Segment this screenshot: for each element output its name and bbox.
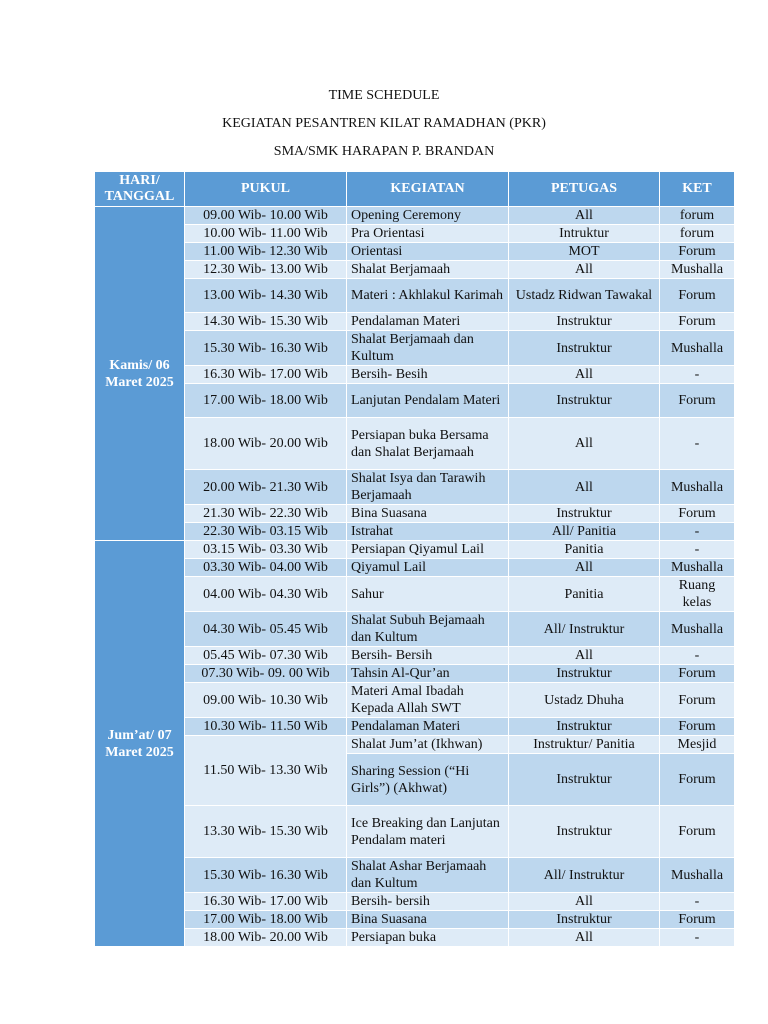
table-row	[95, 577, 735, 612]
day-label: Kamis/ 06 Maret 2025	[95, 207, 185, 541]
note-cell: -	[660, 541, 735, 559]
time-cell: 15.30 Wib- 16.30 Wib	[185, 858, 347, 893]
header-row	[95, 172, 735, 207]
note-cell: Forum	[660, 665, 735, 683]
officer-cell: All	[509, 261, 660, 279]
officer-cell: Intruktur	[509, 225, 660, 243]
activity-cell: Qiyamul Lail	[347, 559, 509, 577]
schedule-body	[95, 207, 735, 947]
schedule-table	[94, 171, 735, 947]
day-label: Jum’at/ 07 Maret 2025	[95, 541, 185, 947]
note-cell: forum	[660, 207, 735, 225]
activity-cell: Shalat Isya dan Tarawih Berjamaah	[347, 470, 509, 505]
officer-cell: All/ Panitia	[509, 523, 660, 541]
title-event-name: KEGIATAN PESANTREN KILAT RAMADHAN (PKR)	[222, 116, 546, 131]
time-cell: 03.30 Wib- 04.00 Wib	[185, 559, 347, 577]
time-cell: 04.30 Wib- 05.45 Wib	[185, 612, 347, 647]
activity-cell: Shalat Jum’at (Ikhwan)	[347, 736, 509, 754]
time-cell: 16.30 Wib- 17.00 Wib	[185, 366, 347, 384]
table-row	[95, 384, 735, 418]
note-cell: Mesjid	[660, 736, 735, 754]
officer-cell: Instruktur	[509, 806, 660, 858]
table-row	[95, 523, 735, 541]
officer-cell: Ustadz Dhuha	[509, 683, 660, 718]
title-time-schedule: TIME SCHEDULE	[328, 88, 440, 103]
table-row	[95, 313, 735, 331]
table-row	[95, 207, 735, 225]
officer-cell: All/ Instruktur	[509, 858, 660, 893]
table-row	[95, 261, 735, 279]
officer-cell: Instruktur	[509, 754, 660, 806]
document-titles	[0, 86, 768, 170]
title-school-name: SMA/SMK HARAPAN P. BRANDAN	[273, 144, 495, 159]
note-cell: Forum	[660, 683, 735, 718]
note-cell: forum	[660, 225, 735, 243]
note-cell: Mushalla	[660, 612, 735, 647]
officer-cell: Panitia	[509, 577, 660, 612]
activity-cell: Persiapan Qiyamul Lail	[347, 541, 509, 559]
table-row	[95, 929, 735, 947]
officer-cell: All	[509, 647, 660, 665]
time-cell: 17.00 Wib- 18.00 Wib	[185, 384, 347, 418]
time-cell: 03.15 Wib- 03.30 Wib	[185, 541, 347, 559]
time-cell: 09.00 Wib- 10.00 Wib	[185, 207, 347, 225]
activity-cell: Orientasi	[347, 243, 509, 261]
officer-cell: All	[509, 418, 660, 470]
table-row	[95, 505, 735, 523]
officer-cell: All/ Instruktur	[509, 612, 660, 647]
table-row	[95, 911, 735, 929]
note-cell: Forum	[660, 911, 735, 929]
table-row	[95, 858, 735, 893]
time-cell: 14.30 Wib- 15.30 Wib	[185, 313, 347, 331]
table-row	[95, 893, 735, 911]
activity-cell: Shalat Berjamaah dan Kultum	[347, 331, 509, 366]
table-row	[95, 470, 735, 505]
time-cell: 13.30 Wib- 15.30 Wib	[185, 806, 347, 858]
officer-cell: Instruktur	[509, 718, 660, 736]
table-row	[95, 225, 735, 243]
table-row	[95, 541, 735, 559]
activity-cell: Sharing Session (“Hi Girls”) (Akhwat)	[347, 754, 509, 806]
officer-cell: Panitia	[509, 541, 660, 559]
table-row	[95, 418, 735, 470]
header-time: PUKUL	[185, 172, 347, 207]
time-cell: 05.45 Wib- 07.30 Wib	[185, 647, 347, 665]
note-cell: Forum	[660, 313, 735, 331]
activity-cell: Istrahat	[347, 523, 509, 541]
schedule-header	[95, 172, 735, 207]
activity-cell: Bersih- Bersih	[347, 647, 509, 665]
note-cell: Mushalla	[660, 470, 735, 505]
time-cell: 13.00 Wib- 14.30 Wib	[185, 279, 347, 313]
officer-cell: All	[509, 207, 660, 225]
time-cell: 16.30 Wib- 17.00 Wib	[185, 893, 347, 911]
header-day: HARI/ TANGGAL	[95, 172, 185, 207]
officer-cell: Instruktur/ Panitia	[509, 736, 660, 754]
note-cell: Mushalla	[660, 559, 735, 577]
officer-cell: All	[509, 366, 660, 384]
note-cell: Forum	[660, 243, 735, 261]
header-note: KET	[660, 172, 735, 207]
officer-cell: MOT	[509, 243, 660, 261]
time-cell: 17.00 Wib- 18.00 Wib	[185, 911, 347, 929]
note-cell: Ruang kelas	[660, 577, 735, 612]
note-cell: -	[660, 893, 735, 911]
activity-cell: Bersih- Besih	[347, 366, 509, 384]
table-row	[95, 366, 735, 384]
time-cell: 04.00 Wib- 04.30 Wib	[185, 577, 347, 612]
activity-cell: Bina Suasana	[347, 505, 509, 523]
officer-cell: Instruktur	[509, 331, 660, 366]
note-cell: Forum	[660, 279, 735, 313]
table-row	[95, 718, 735, 736]
time-cell: 10.30 Wib- 11.50 Wib	[185, 718, 347, 736]
officer-cell: Instruktur	[509, 911, 660, 929]
activity-cell: Pendalaman Materi	[347, 313, 509, 331]
activity-cell: Tahsin Al-Qur’an	[347, 665, 509, 683]
header-activity: KEGIATAN	[347, 172, 509, 207]
note-cell: -	[660, 647, 735, 665]
note-cell: Forum	[660, 718, 735, 736]
time-cell: 18.00 Wib- 20.00 Wib	[185, 418, 347, 470]
activity-cell: Shalat Berjamaah	[347, 261, 509, 279]
table-row	[95, 806, 735, 858]
time-cell: 11.00 Wib- 12.30 Wib	[185, 243, 347, 261]
time-cell: 10.00 Wib- 11.00 Wib	[185, 225, 347, 243]
time-cell: 09.00 Wib- 10.30 Wib	[185, 683, 347, 718]
activity-cell: Bersih- bersih	[347, 893, 509, 911]
activity-cell: Ice Breaking dan Lanjutan Pendalam materi	[347, 806, 509, 858]
table-row	[95, 612, 735, 647]
activity-cell: Materi Amal Ibadah Kepada Allah SWT	[347, 683, 509, 718]
note-cell: -	[660, 366, 735, 384]
officer-cell: All	[509, 559, 660, 577]
officer-cell: Instruktur	[509, 313, 660, 331]
activity-cell: Pendalaman Materi	[347, 718, 509, 736]
table-row	[95, 647, 735, 665]
table-row	[95, 331, 735, 366]
note-cell: Forum	[660, 505, 735, 523]
table-row	[95, 279, 735, 313]
officer-cell: All	[509, 470, 660, 505]
time-cell: 12.30 Wib- 13.00 Wib	[185, 261, 347, 279]
time-cell: 22.30 Wib- 03.15 Wib	[185, 523, 347, 541]
time-cell: 20.00 Wib- 21.30 Wib	[185, 470, 347, 505]
header-officer: PETUGAS	[509, 172, 660, 207]
note-cell: -	[660, 929, 735, 947]
time-cell: 07.30 Wib- 09. 00 Wib	[185, 665, 347, 683]
time-cell: 18.00 Wib- 20.00 Wib	[185, 929, 347, 947]
time-cell: 15.30 Wib- 16.30 Wib	[185, 331, 347, 366]
table-row	[95, 736, 735, 754]
activity-cell: Shalat Subuh Bejamaah dan Kultum	[347, 612, 509, 647]
activity-cell: Pra Orientasi	[347, 225, 509, 243]
note-cell: Forum	[660, 754, 735, 806]
table-row	[95, 683, 735, 718]
note-cell: Mushalla	[660, 261, 735, 279]
activity-cell: Shalat Ashar Berjamaah dan Kultum	[347, 858, 509, 893]
table-row	[95, 243, 735, 261]
table-row	[95, 665, 735, 683]
officer-cell: Ustadz Ridwan Tawakal	[509, 279, 660, 313]
note-cell: -	[660, 418, 735, 470]
activity-cell: Materi : Akhlakul Karimah	[347, 279, 509, 313]
note-cell: Mushalla	[660, 331, 735, 366]
activity-cell: Bina Suasana	[347, 911, 509, 929]
note-cell: Forum	[660, 384, 735, 418]
officer-cell: Instruktur	[509, 665, 660, 683]
activity-cell: Lanjutan Pendalam Materi	[347, 384, 509, 418]
activity-cell: Sahur	[347, 577, 509, 612]
activity-cell: Opening Ceremony	[347, 207, 509, 225]
time-cell: 21.30 Wib- 22.30 Wib	[185, 505, 347, 523]
officer-cell: All	[509, 893, 660, 911]
note-cell: Forum	[660, 806, 735, 858]
table-row	[95, 559, 735, 577]
officer-cell: Instruktur	[509, 505, 660, 523]
activity-cell: Persiapan buka	[347, 929, 509, 947]
activity-cell: Persiapan buka Bersama dan Shalat Berjamaah	[347, 418, 509, 470]
officer-cell: All	[509, 929, 660, 947]
officer-cell: Instruktur	[509, 384, 660, 418]
note-cell: Mushalla	[660, 858, 735, 893]
time-cell: 11.50 Wib- 13.30 Wib	[185, 736, 347, 806]
note-cell: -	[660, 523, 735, 541]
